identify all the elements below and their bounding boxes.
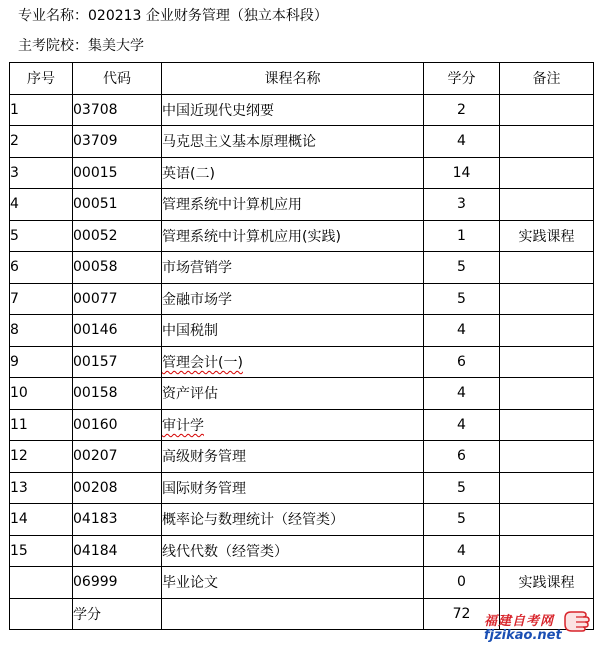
row-course-name bbox=[162, 535, 424, 567]
row-credit-text: 2 bbox=[457, 101, 466, 118]
row-credit-text: 4 bbox=[457, 416, 466, 433]
row-remark bbox=[500, 315, 594, 347]
row-seq-text: 9 bbox=[10, 353, 19, 370]
row-code-text: 00157 bbox=[73, 353, 118, 370]
row-credit bbox=[424, 535, 500, 567]
row-course-name bbox=[162, 283, 424, 315]
row-seq bbox=[10, 472, 73, 504]
row-credit-text: 0 bbox=[457, 574, 466, 591]
row-course-name bbox=[162, 252, 424, 284]
row-credit bbox=[424, 126, 500, 158]
table-header-row bbox=[10, 63, 594, 95]
row-seq-text: 3 bbox=[10, 164, 19, 181]
row-seq-text: 13 bbox=[10, 479, 28, 496]
watermark-line2: fjzikao.net bbox=[484, 628, 562, 643]
row-seq-text: 1 bbox=[10, 101, 19, 118]
table-row bbox=[10, 346, 594, 378]
row-seq bbox=[10, 315, 73, 347]
row-credit-text: 5 bbox=[457, 259, 466, 276]
table-body bbox=[10, 94, 594, 598]
row-remark bbox=[500, 189, 594, 221]
row-remark bbox=[500, 220, 594, 252]
row-remark bbox=[500, 346, 594, 378]
row-credit-text: 5 bbox=[457, 290, 466, 307]
row-credit bbox=[424, 283, 500, 315]
table-row bbox=[10, 441, 594, 473]
row-code bbox=[73, 94, 162, 126]
row-remark bbox=[500, 283, 594, 315]
course-table bbox=[9, 62, 594, 630]
row-course-name-text: 线代代数（经管类） bbox=[162, 543, 288, 560]
row-credit bbox=[424, 472, 500, 504]
row-code bbox=[73, 441, 162, 473]
row-seq-text: 6 bbox=[10, 259, 19, 276]
col-header-remark: 备注 bbox=[500, 63, 594, 95]
row-course-name-text: 毕业论文 bbox=[162, 575, 218, 592]
row-course-name bbox=[162, 220, 424, 252]
major-title: 专业名称：020213 企业财务管理（独立本科段） bbox=[18, 8, 328, 24]
row-course-name bbox=[162, 378, 424, 410]
row-course-name bbox=[162, 441, 424, 473]
row-seq bbox=[10, 567, 73, 599]
row-seq bbox=[10, 346, 73, 378]
row-remark bbox=[500, 567, 594, 599]
row-course-name-text: 国际财务管理 bbox=[162, 480, 246, 497]
row-credit-text: 5 bbox=[457, 511, 466, 528]
row-seq-text: 5 bbox=[10, 227, 19, 244]
row-credit-text: 4 bbox=[457, 542, 466, 559]
row-course-name bbox=[162, 504, 424, 536]
table-row bbox=[10, 283, 594, 315]
row-remark bbox=[500, 378, 594, 410]
row-code-text: 04184 bbox=[73, 542, 118, 559]
row-seq-text: 11 bbox=[10, 416, 28, 433]
row-remark bbox=[500, 441, 594, 473]
row-code-text: 03708 bbox=[73, 101, 118, 118]
row-seq bbox=[10, 157, 73, 189]
row-course-name-text: 中国近现代史纲要 bbox=[162, 102, 274, 119]
row-code bbox=[73, 504, 162, 536]
row-code-text: 00207 bbox=[73, 448, 118, 465]
col-header-name: 课程名称 bbox=[162, 63, 424, 95]
total-credit: 72 bbox=[424, 598, 500, 630]
row-code-text: 04183 bbox=[73, 511, 118, 528]
row-seq bbox=[10, 126, 73, 158]
row-remark bbox=[500, 472, 594, 504]
row-course-name-text: 审计学 bbox=[162, 417, 204, 434]
row-remark bbox=[500, 94, 594, 126]
row-code bbox=[73, 346, 162, 378]
row-credit bbox=[424, 315, 500, 347]
row-code-text: 00160 bbox=[73, 416, 118, 433]
row-seq-text: 7 bbox=[10, 290, 19, 307]
table-row bbox=[10, 220, 594, 252]
col-header-credit: 学分 bbox=[424, 63, 500, 95]
row-seq bbox=[10, 535, 73, 567]
row-course-name-text: 英语(二) bbox=[162, 165, 215, 182]
row-credit bbox=[424, 409, 500, 441]
row-seq bbox=[10, 409, 73, 441]
row-seq-text: 12 bbox=[10, 448, 28, 465]
row-code-text: 06999 bbox=[73, 574, 118, 591]
row-course-name-text: 市场营销学 bbox=[162, 260, 232, 277]
row-seq-text: 10 bbox=[10, 385, 28, 402]
row-code bbox=[73, 378, 162, 410]
row-code bbox=[73, 220, 162, 252]
row-credit-text: 1 bbox=[457, 227, 466, 244]
row-course-name bbox=[162, 94, 424, 126]
row-code bbox=[73, 126, 162, 158]
row-credit-text: 4 bbox=[457, 385, 466, 402]
row-course-name-text: 管理会计(一) bbox=[162, 354, 243, 371]
row-code-text: 00052 bbox=[73, 227, 118, 244]
row-course-name-text: 中国税制 bbox=[162, 323, 218, 340]
row-course-name bbox=[162, 126, 424, 158]
row-course-name-text: 高级财务管理 bbox=[162, 449, 246, 466]
col-header-code: 代码 bbox=[73, 63, 162, 95]
row-seq-text: 15 bbox=[10, 542, 28, 559]
row-seq bbox=[10, 378, 73, 410]
row-code-text: 00208 bbox=[73, 479, 118, 496]
table-row bbox=[10, 504, 594, 536]
row-seq-text: 14 bbox=[10, 511, 28, 528]
row-credit bbox=[424, 157, 500, 189]
row-credit-text: 6 bbox=[457, 353, 466, 370]
row-code bbox=[73, 409, 162, 441]
hand-icon bbox=[562, 606, 590, 636]
total-label: 学分 bbox=[73, 598, 162, 630]
row-code bbox=[73, 472, 162, 504]
row-seq-text: 2 bbox=[10, 133, 19, 150]
watermark-line1: 福建自考网 bbox=[484, 614, 555, 629]
row-seq bbox=[10, 504, 73, 536]
row-credit bbox=[424, 378, 500, 410]
row-remark bbox=[500, 157, 594, 189]
row-credit bbox=[424, 504, 500, 536]
row-course-name-text: 管理系统中计算机应用 bbox=[162, 197, 302, 214]
row-credit bbox=[424, 346, 500, 378]
row-code bbox=[73, 567, 162, 599]
row-seq-text: 8 bbox=[10, 322, 19, 339]
row-code bbox=[73, 157, 162, 189]
row-remark bbox=[500, 504, 594, 536]
row-remark bbox=[500, 535, 594, 567]
table-row bbox=[10, 126, 594, 158]
row-course-name bbox=[162, 189, 424, 221]
row-credit bbox=[424, 441, 500, 473]
table-row bbox=[10, 535, 594, 567]
row-course-name-text: 金融市场学 bbox=[162, 291, 232, 308]
row-credit-text: 6 bbox=[457, 448, 466, 465]
row-credit-text: 14 bbox=[452, 164, 471, 181]
row-seq bbox=[10, 189, 73, 221]
row-code-text: 00058 bbox=[73, 259, 118, 276]
row-seq-text: 4 bbox=[10, 196, 19, 213]
row-credit-text: 3 bbox=[457, 196, 466, 213]
row-seq bbox=[10, 441, 73, 473]
site-watermark bbox=[480, 606, 592, 650]
row-remark bbox=[500, 252, 594, 284]
row-seq bbox=[10, 283, 73, 315]
table-row bbox=[10, 315, 594, 347]
row-course-name-text: 概率论与数理统计（经管类） bbox=[162, 512, 344, 529]
table-row bbox=[10, 157, 594, 189]
row-course-name-text: 管理系统中计算机应用(实践) bbox=[162, 228, 341, 245]
row-remark-text: 实践课程 bbox=[518, 575, 575, 592]
total-name-cell bbox=[162, 598, 424, 630]
table-row bbox=[10, 409, 594, 441]
row-code-text: 00158 bbox=[73, 385, 118, 402]
row-code bbox=[73, 252, 162, 284]
row-remark-text: 实践课程 bbox=[518, 228, 575, 245]
row-credit bbox=[424, 252, 500, 284]
table-row bbox=[10, 567, 594, 599]
col-header-seq: 序号 bbox=[10, 63, 73, 95]
row-code-text: 00077 bbox=[73, 290, 118, 307]
table-row bbox=[10, 189, 594, 221]
row-remark bbox=[500, 126, 594, 158]
table-row bbox=[10, 378, 594, 410]
row-credit bbox=[424, 220, 500, 252]
row-credit-text: 4 bbox=[457, 322, 466, 339]
row-seq bbox=[10, 94, 73, 126]
row-code-text: 00146 bbox=[73, 322, 118, 339]
row-credit bbox=[424, 189, 500, 221]
row-code bbox=[73, 535, 162, 567]
row-code-text: 00051 bbox=[73, 196, 118, 213]
row-code bbox=[73, 189, 162, 221]
row-code bbox=[73, 283, 162, 315]
table-row bbox=[10, 94, 594, 126]
table-row bbox=[10, 472, 594, 504]
row-credit bbox=[424, 94, 500, 126]
row-code-text: 03709 bbox=[73, 133, 118, 150]
row-code bbox=[73, 315, 162, 347]
row-course-name-text: 马克思主义基本原理概论 bbox=[162, 134, 316, 151]
row-credit bbox=[424, 567, 500, 599]
table-row bbox=[10, 252, 594, 284]
row-seq bbox=[10, 220, 73, 252]
row-seq bbox=[10, 252, 73, 284]
exam-school: 主考院校：集美大学 bbox=[18, 38, 144, 54]
row-credit-text: 4 bbox=[457, 133, 466, 150]
total-seq-cell bbox=[10, 598, 73, 630]
row-course-name-text: 资产评估 bbox=[162, 386, 218, 403]
row-course-name bbox=[162, 409, 424, 441]
row-course-name bbox=[162, 472, 424, 504]
row-code-text: 00015 bbox=[73, 164, 118, 181]
row-credit-text: 5 bbox=[457, 479, 466, 496]
row-course-name bbox=[162, 315, 424, 347]
row-course-name bbox=[162, 346, 424, 378]
row-remark bbox=[500, 409, 594, 441]
row-course-name bbox=[162, 567, 424, 599]
row-course-name bbox=[162, 157, 424, 189]
